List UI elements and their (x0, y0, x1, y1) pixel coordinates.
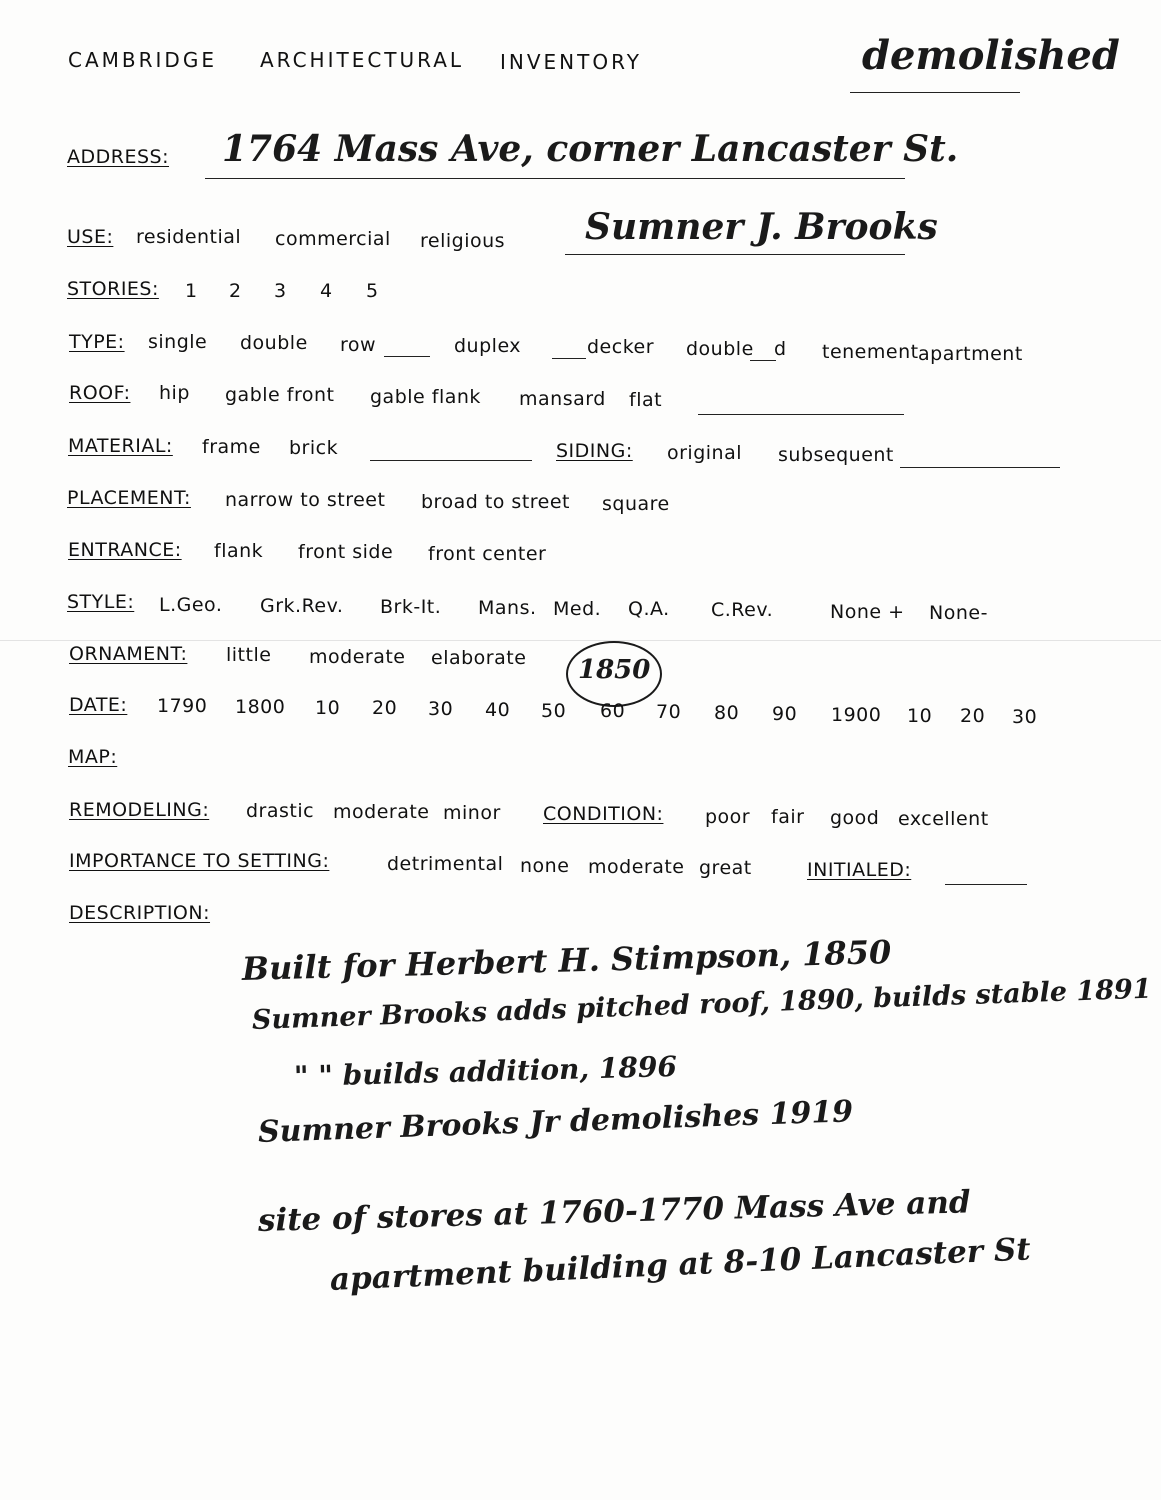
entrance-flank: flank (214, 540, 264, 562)
map-label: MAP: (68, 746, 118, 768)
style-mans: Mans. (478, 597, 537, 619)
material-brick: brick (289, 437, 339, 459)
date-handwritten: 1850 (578, 655, 651, 685)
style-crev: C.Rev. (711, 599, 774, 621)
description-line-5: site of stores at 1760-1770 Mass Ave and (257, 1184, 971, 1239)
condition-excellent: excellent (898, 808, 989, 830)
type-row: row (340, 334, 377, 356)
siding-subsequent: subsequent (778, 444, 894, 466)
remodeling-label: REMODELING: (69, 799, 210, 821)
type-double-d: double (686, 338, 754, 360)
remodeling-minor: minor (443, 802, 501, 824)
date-60: 60 (600, 700, 626, 722)
roof-flat: flat (629, 389, 663, 411)
condition-poor: poor (705, 806, 751, 828)
date-20: 20 (372, 697, 398, 719)
date-1920: 20 (960, 705, 986, 727)
roof-hip: hip (159, 382, 190, 404)
importance-great: great (699, 857, 752, 879)
use-residential: residential (136, 226, 242, 248)
ornament-label: ORNAMENT: (69, 643, 188, 665)
date-1900: 1900 (831, 704, 882, 726)
roof-label: ROOF: (69, 382, 131, 404)
type-single: single (148, 331, 208, 353)
use-label: USE: (67, 226, 114, 248)
material-label: MATERIAL: (68, 435, 173, 457)
ornament-little: little (226, 644, 272, 666)
siding-label: SIDING: (556, 440, 633, 462)
type-decker: decker (587, 336, 655, 358)
roof-mansard: mansard (519, 388, 606, 410)
ornament-moderate: moderate (309, 646, 406, 668)
description-line-1: Built for Herbert H. Stimpson, 1850 (241, 933, 892, 988)
description-line-4: Sumner Brooks Jr demolishes 1919 (257, 1094, 854, 1150)
style-qa: Q.A. (628, 598, 670, 620)
stories-label: STORIES: (67, 278, 159, 300)
type-label: TYPE: (69, 331, 125, 353)
condition-label: CONDITION: (543, 803, 664, 825)
style-label: STYLE: (67, 591, 135, 613)
entrance-label: ENTRANCE: (68, 539, 182, 561)
type-tenement: tenement (822, 341, 919, 363)
roof-gable-flank: gable flank (370, 386, 481, 408)
entrance-front-center: front center (428, 543, 547, 565)
stories-3: 3 (274, 280, 287, 302)
type-decker-blank (552, 358, 586, 359)
material-frame: frame (202, 436, 261, 458)
description-label: DESCRIPTION: (69, 902, 211, 924)
type-duplex: duplex (454, 335, 522, 357)
date-40: 40 (485, 699, 511, 721)
style-none-minus: None- (929, 602, 988, 624)
type-double-blank (750, 360, 776, 361)
date-30: 30 (428, 698, 454, 720)
date-50: 50 (541, 700, 567, 722)
placement-narrow: narrow to street (225, 489, 386, 511)
date-80: 80 (714, 702, 740, 724)
entrance-front-side: front side (298, 541, 394, 563)
header-org: CAMBRIDGE (68, 48, 217, 72)
importance-detrimental: detrimental (387, 853, 504, 875)
importance-none: none (520, 855, 570, 877)
stories-2: 2 (229, 280, 242, 302)
description-line-6: apartment building at 8-10 Lancaster St (329, 1231, 1032, 1298)
date-1910: 10 (907, 705, 933, 727)
date-label: DATE: (69, 694, 128, 716)
use-commercial: commercial (275, 228, 391, 250)
type-apartment: apartment (918, 343, 1023, 365)
stories-4: 4 (320, 280, 333, 302)
header-kind: INVENTORY (500, 50, 642, 74)
stories-1: 1 (185, 280, 198, 302)
demolished-underline (850, 92, 1020, 93)
description-line-2: Sumner Brooks adds pitched roof, 1890, builds stable 1891 (251, 973, 1153, 1036)
type-double: double (240, 332, 308, 354)
header-section: ARCHITECTURAL (260, 48, 465, 72)
roof-gable-front: gable front (225, 384, 335, 406)
date-70: 70 (656, 701, 682, 723)
condition-good: good (830, 807, 880, 829)
importance-moderate: moderate (588, 856, 685, 878)
siding-blank (900, 467, 1060, 468)
use-owner: Sumner J. Brooks (585, 206, 938, 248)
address-line (205, 178, 905, 179)
demolished-stamp: demolished (862, 32, 1120, 79)
placement-label: PLACEMENT: (67, 487, 191, 509)
remodeling-moderate: moderate (333, 801, 430, 823)
owner-line (565, 254, 905, 255)
type-d: d (774, 338, 787, 360)
date-1800: 1800 (235, 696, 286, 718)
style-med: Med. (553, 598, 602, 620)
remodeling-drastic: drastic (246, 800, 315, 822)
date-10: 10 (315, 697, 341, 719)
stories-5: 5 (366, 280, 379, 302)
initialed-blank (945, 884, 1027, 885)
address-label: ADDRESS: (67, 146, 169, 168)
paper-fold-line (0, 640, 1161, 641)
roof-blank (698, 414, 904, 415)
address-value: 1764 Mass Ave, corner Lancaster St. (222, 128, 959, 170)
use-religious: religious (420, 230, 506, 252)
style-lgeo: L.Geo. (159, 594, 223, 616)
description-line-3: " " builds addition, 1896 (293, 1049, 678, 1093)
style-none-plus: None + (830, 601, 905, 623)
placement-broad: broad to street (421, 491, 571, 513)
importance-label: IMPORTANCE TO SETTING: (69, 850, 330, 872)
siding-original: original (667, 442, 743, 464)
material-blank (370, 460, 532, 461)
type-row-blank (384, 356, 430, 357)
date-1930: 30 (1012, 706, 1038, 728)
date-90: 90 (772, 703, 798, 725)
style-brkit: Brk-It. (380, 596, 442, 618)
initialed-label: INITIALED: (807, 859, 912, 881)
condition-fair: fair (771, 806, 805, 828)
style-grkrev: Grk.Rev. (260, 595, 344, 617)
ornament-elaborate: elaborate (431, 647, 527, 669)
date-1790: 1790 (157, 695, 208, 717)
placement-square: square (602, 493, 670, 515)
